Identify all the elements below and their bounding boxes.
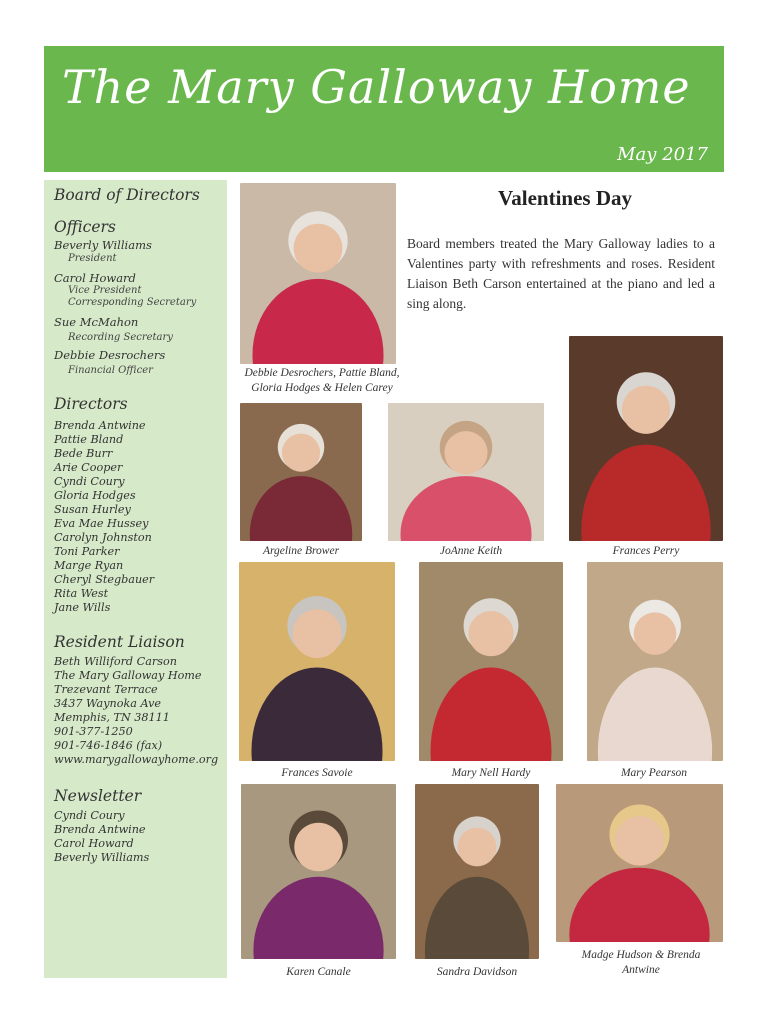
resident-photo [587, 562, 723, 761]
phone-number: 901-377-1250 [54, 725, 133, 738]
photo-caption: Frances Savoie [281, 767, 353, 779]
photo-face [468, 611, 513, 656]
photo-caption: Madge Hudson & Brenda Antwine [581, 949, 701, 976]
photo-image [240, 183, 396, 364]
photo-image [556, 784, 723, 942]
photo-face [634, 612, 677, 655]
resident-photo [240, 403, 362, 541]
staff-name: Cyndi Coury [54, 809, 125, 822]
website-link[interactable]: www.marygallowayhome.org [54, 753, 219, 766]
directors-list [54, 419, 219, 615]
resident-photo [241, 784, 396, 959]
masthead-banner [44, 46, 724, 172]
photo-caption: Sandra Davidson [436, 966, 518, 978]
staff-name: Carol Howard [54, 837, 134, 850]
issue-date: May 2017 [617, 144, 708, 165]
directors-heading: Directors [54, 395, 128, 413]
photo-caption: JoAnne Keith [439, 545, 503, 557]
photo-caption: Frances Perry [612, 545, 680, 557]
director-name: Cyndi Coury [54, 475, 125, 488]
photo-image [419, 562, 563, 761]
director-name: Marge Ryan [54, 559, 124, 572]
photo-image [569, 336, 723, 541]
officer-role: Financial Officer [68, 365, 153, 376]
director-name: Gloria Hodges [54, 489, 136, 502]
liaison-name: Beth Williford Carson [54, 655, 177, 668]
officer-role: Recording Secretary [68, 332, 173, 343]
address-line: The Mary Galloway Home [54, 669, 202, 682]
staff-name: Beverly Williams [54, 851, 150, 864]
director-name: Brenda Antwine [54, 419, 146, 432]
director-name: Toni Parker [54, 545, 120, 558]
liaison-contact [54, 655, 219, 767]
photo-caption: Mary Nell Hardy [451, 767, 531, 779]
photo-face [294, 224, 343, 273]
staff-name: Brenda Antwine [54, 823, 146, 836]
photo-face [293, 609, 342, 658]
photo-caption: Karen Canale [286, 966, 351, 978]
photo-face [294, 823, 342, 871]
group-photo [240, 183, 396, 364]
director-name: Bede Burr [54, 447, 113, 460]
resident-photo [388, 403, 544, 541]
director-name: Cheryl Stegbauer [54, 573, 155, 586]
officer-name: Sue McMahon [54, 315, 139, 329]
photo-image [415, 784, 539, 959]
director-name: Carolyn Johnston [54, 531, 152, 544]
resident-photo [569, 336, 723, 541]
photo-image [388, 403, 544, 541]
photo-image [241, 784, 396, 959]
address-line: Memphis, TN 38111 [54, 711, 170, 724]
newsletter-title: The Mary Galloway Home [62, 60, 691, 114]
officer-name: Carol Howard [54, 271, 136, 285]
officer-name: Debbie Desrochers [54, 348, 166, 362]
photo-face [282, 434, 320, 472]
photo-image [240, 403, 362, 541]
resident-photo [239, 562, 395, 761]
photo-face [622, 386, 670, 434]
resident-photo [556, 784, 723, 942]
photo-caption: Mary Pearson [620, 767, 688, 779]
officer-role: Corresponding Secretary [68, 297, 197, 308]
photo-image [239, 562, 395, 761]
board-heading: Board of Directors [54, 186, 200, 204]
director-name: Eva Mae Hussey [54, 517, 149, 530]
photo-image [587, 562, 723, 761]
resident-photo [419, 562, 563, 761]
board-sidebar [44, 180, 227, 978]
officers-list [54, 238, 219, 377]
officer-role: President [68, 253, 117, 264]
director-name: Arie Cooper [54, 461, 123, 474]
officer-name: Beverly Williams [54, 238, 152, 252]
director-name: Susan Hurley [54, 503, 131, 516]
liaison-heading: Resident Liaison [54, 633, 185, 651]
resident-photo [415, 784, 539, 959]
officer-role: Vice President [68, 285, 142, 296]
director-name: Rita West [54, 587, 109, 600]
photo-face [444, 431, 487, 474]
newsletter-staff [54, 809, 219, 865]
address-line: Trezevant Terrace [54, 683, 158, 696]
director-name: Pattie Bland [54, 433, 124, 446]
photo-face [615, 816, 664, 865]
officers-heading: Officers [54, 218, 116, 236]
photo-caption: Debbie Desrochers, Pattie Bland, Gloria Hodges & Helen Carey [244, 367, 400, 394]
article-title: Valentines Day [498, 186, 632, 210]
fax-number: 901-746-1846 (fax) [54, 739, 163, 752]
newsletter-heading: Newsletter [54, 787, 142, 805]
photo-caption: Argeline Brower [262, 545, 340, 557]
photo-face [458, 828, 497, 867]
director-name: Jane Wills [54, 601, 111, 614]
address-line: 3437 Waynoka Ave [54, 697, 162, 710]
article-body: Board members treated the Mary Galloway ladies to a Valentines party with refreshments and roses. Resident Liaison Beth Carson entertained at the piano and led a sing along. [407, 236, 715, 311]
